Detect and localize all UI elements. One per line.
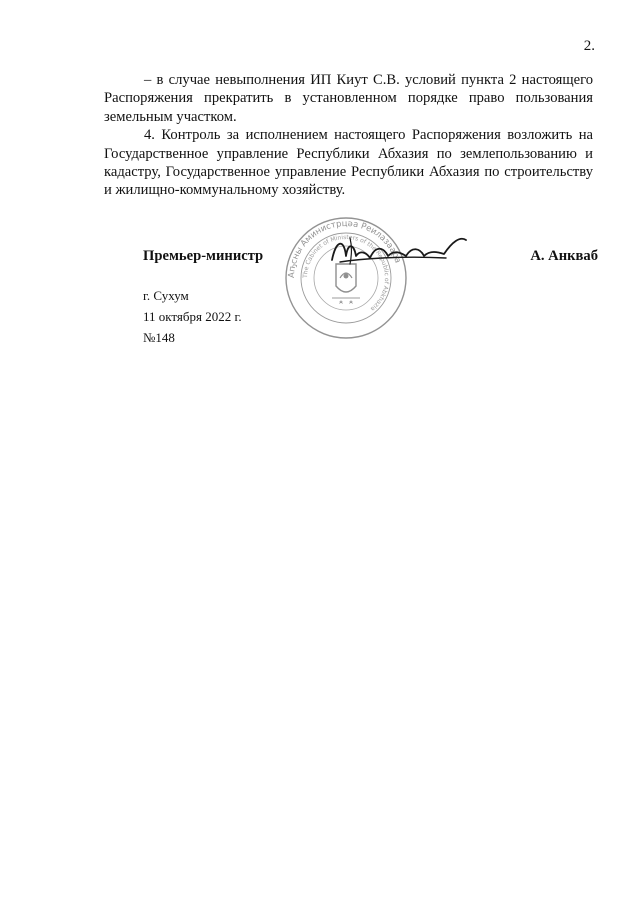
- document-number: №148: [143, 330, 175, 345]
- paragraph-control-clause: 4. Контроль за исполнением настоящего Распоряжения возложить на Государственное управление Республики Абхазия по землепользованию и кадастру, Государственное управление Республики Абхазия по строительству и жилищно-коммунальному хозяйству.: [104, 127, 593, 199]
- page-number: 2.: [583, 38, 595, 54]
- document-place: г. Сухум: [143, 288, 189, 303]
- document-date: 11 октября 2022 г.: [143, 309, 242, 324]
- seal-outer-text: Аҧсны Аминистрцәа Реилазаара: [286, 218, 403, 279]
- paragraph-termination-clause: – в случае невыполнения ИП Киут С.В. условий пункта 2 настоящего Распоряжения прекратить в установленном порядке право пользования земельным участком.: [104, 72, 593, 125]
- handwritten-signature-icon: [326, 232, 470, 272]
- signer-position: Премьер-министр: [143, 248, 264, 264]
- document-body: [104, 71, 593, 200]
- signer-name: А. Анкваб: [530, 248, 598, 264]
- seal-inner-text: The Cabinet of Ministers of the Republic of Abkhazia: [301, 233, 391, 313]
